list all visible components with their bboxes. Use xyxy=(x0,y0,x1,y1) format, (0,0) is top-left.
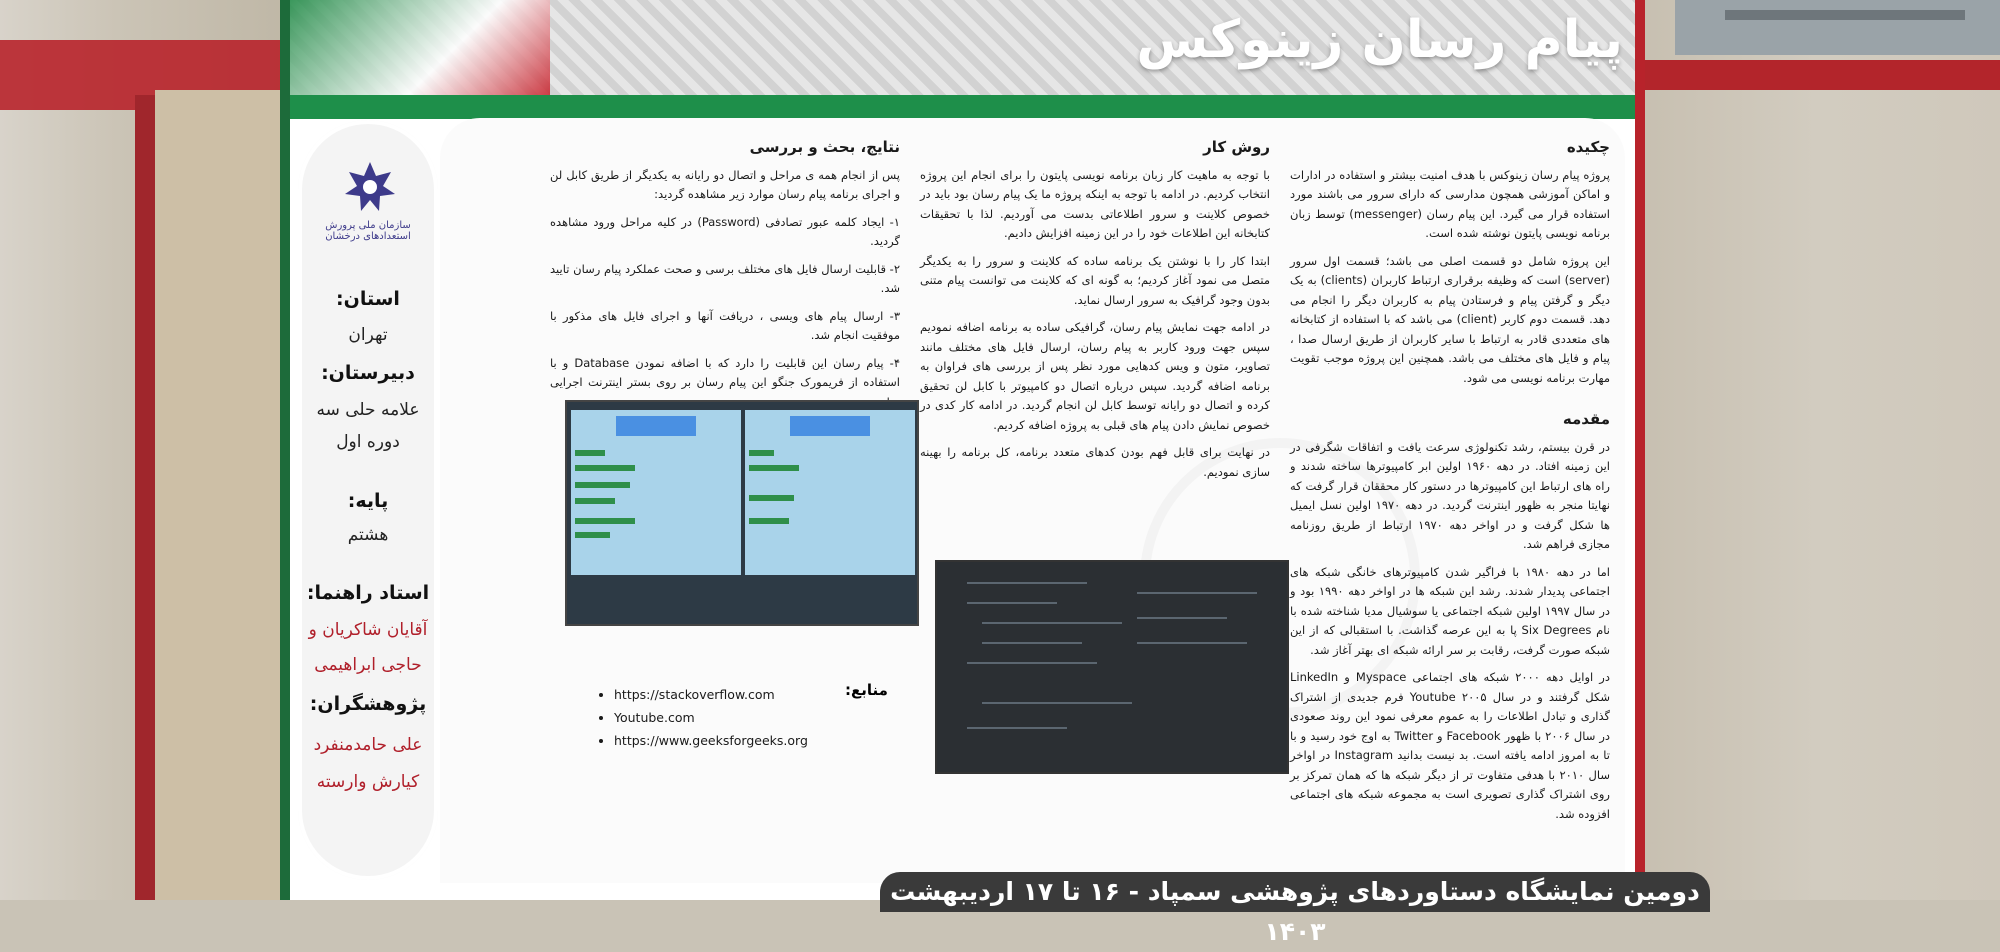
reference-item: • Youtube.com xyxy=(614,706,980,729)
method-column xyxy=(920,138,1270,490)
intro-paragraph-3: در اوایل دهه ۲۰۰۰ شبکه های اجتماعی Myspace و LinkedIn شکل گرفتند و در سال ۲۰۰۵ Youtube فرم جدیدی از اشتراک گذاری و تبادل اطلاعات را به عموم معرفی نمود این روند صعودی در سال ۲۰۰۶ با ظهور Facebook و Twitter به اوج خود رسید و با تا به امروز ادامه یافته است. بد نیست بدانید Instagram در اواخر سال ۲۰۱۰ با هدفی متفاوت تر از دیگر شبکه ها که همان تمرکز بر روی اشتراک گذاری تصویری است به مجموعه شبکه های اجتماعی افزوده شد. xyxy=(1290,670,1611,821)
results-item: ۱- ایجاد کلمه عبور تصادفی (Password) در کلیه مراحل ورود مشاهده گردید. xyxy=(550,214,900,248)
message-bar xyxy=(749,495,794,501)
code-line xyxy=(967,582,1087,584)
message-bar xyxy=(575,465,635,471)
intro-paragraph-2: اما در دهه ۱۹۸۰ با فراگیر شدن کامپیوترهای خانگی شبکه های اجتماعی پدیدار شدند. رشد این شبکه ها در اواخر دهه ۱۹۹۰ بود و در سال ۱۹۹۷ اولین شبکه اجتماعی یا سوشیال مدیا شناخته شده با نام Six Degrees پا به این عرصه گذاشت. با استقبالی که از این شبکه صورت گرفت، رقابت بر سر ارائه شبکه ای بهتر آغاز شد. xyxy=(1290,564,1611,657)
method-paragraph-2: ابتدا کار را با نوشتن یک برنامه ساده که کلاینت و سرور را به یکدیگر متصل می نمود آغاز کردیم؛ به گونه ای که کلاینت می توانست پیام متنی بدون وجود گرافیک به سرور ارسال نماید. xyxy=(920,253,1270,307)
results-item: ۳- ارسال پیام های ویسی ، دریافت آنها و اجرای فایل های مذکور با موفقیت انجام شد. xyxy=(550,308,900,342)
wall-left xyxy=(0,0,290,900)
source-code-screenshot xyxy=(935,560,1289,774)
method-paragraph-4: در نهایت برای قابل فهم بودن کدهای متعدد برنامه، کل برنامه را بهینه سازی نمودیم. xyxy=(920,445,1270,479)
results-paragraph-1: پس از انجام همه ی مراحل و اتصال دو رایانه به یکدیگر از طریق کابل لن و اجرای برنامه پیام رسان موارد زیر مشاهده گردید: xyxy=(550,167,900,201)
metal-frame xyxy=(1675,0,2000,55)
exhibition-footer-banner: دومین نمایشگاه دستاوردهای پژوهشی سمپاد - ۱۶ تا ۱۷ اردیبهشت ۱۴۰۳ xyxy=(880,872,1710,912)
message-bar xyxy=(575,482,630,488)
advisor-label: استاد راهنما: xyxy=(306,582,430,604)
code-line xyxy=(982,622,1122,624)
reference-item: • https://www.geeksforgeeks.org xyxy=(614,729,980,752)
results-list xyxy=(550,213,900,413)
code-line xyxy=(967,727,1067,729)
reference-item: • https://stackoverflow.com xyxy=(614,683,980,706)
poster-header xyxy=(290,0,1635,95)
advisor-value-1: آقایان شاکریان و xyxy=(308,620,428,640)
method-paragraph-1: با توجه به ماهیت کار زبان برنامه نویسی پایتون را برای انجام این پروژه انتخاب کردیم. در ادامه با توجه به اینکه پروژه ما یک پیام رسان بود باید در خصوص کلاینت و سرور اطلاعاتی بدست می آوردیم. لذا با تحقیقات کتابخانه این اطلاعات خود را در این زمینه افزایش دادیم. xyxy=(920,167,1270,240)
method-heading: روش کار xyxy=(1203,138,1270,156)
code-line xyxy=(1137,617,1227,619)
abstract-paragraph-2: این پروژه شامل دو قسمت اصلی می باشد؛ قسمت اول سرور (server) است که وظیفه برقراری ارتباط کاربران (clients) به یک دیگر و گرفتن پیام و فرستادن پیام به کاربران دیگر را انجام می دهد. قسمت دوم کاربر (client) می باشد که با استفاده از کتابخانه های متعددی قادر به ارتباط با سایر کاربران از طریق ارسال صدا ، پیام و فایل های مختلف می باشد. همچنین این پروژه موجب تقویت مهارت برنامه نویسی می شود. xyxy=(1290,253,1610,385)
green-header-band xyxy=(290,95,1635,119)
wall-right xyxy=(1635,0,2000,900)
flag-emblem-area xyxy=(290,0,550,95)
advisor-value-2: حاجی ابراهیمی xyxy=(314,655,422,675)
abstract-heading: چکیده xyxy=(1566,138,1610,156)
message-bar xyxy=(749,465,799,471)
results-heading: نتایج، بحث و بررسی xyxy=(749,138,900,156)
code-line xyxy=(982,642,1082,644)
intro-heading: مقدمه xyxy=(1562,410,1610,428)
poster-title: پیام رسان زینوکس xyxy=(1136,10,1623,70)
message-bar xyxy=(575,498,615,504)
app-button-graphic xyxy=(790,416,870,436)
client-window-left xyxy=(571,410,741,575)
province-value: تهران xyxy=(348,325,388,345)
province-label: استان: xyxy=(336,288,400,310)
school-value-2: دوره اول xyxy=(336,432,400,452)
school-value-1: علامه حلی سه xyxy=(316,400,420,420)
grade-value: هشتم xyxy=(347,525,389,545)
school-label: دبیرستان: xyxy=(321,362,415,384)
app-button-graphic xyxy=(616,416,696,436)
message-bar xyxy=(749,450,774,456)
code-line xyxy=(1137,592,1257,594)
results-item: ۲- قابلیت ارسال فایل های مختلف برسی و صحت عملکرد پیام رسان تایید شد. xyxy=(550,261,900,295)
red-banner-strip-right xyxy=(1635,60,2000,90)
researcher-1: علی حامدمنفرد xyxy=(313,735,423,755)
hanging-cloth xyxy=(155,90,290,900)
results-column xyxy=(550,138,900,420)
intro-paragraph-1: در قرن بیستم، رشد تکنولوژی سرعت یافت و اتفاقات شگرفی در این زمینه افتاد. در دهه ۱۹۶۰ اولین ابر کامپیوترها ساخته شدند و راه های ارتباط این کامپیوترها در دستور کار محققان قرار گرفت که نهایتا منجر به ظهور اینترنت گردید. در دهه ۱۹۷۰ اولین نسل ایمیل ها شکل گرفت و در اواخر دهه ۱۹۷۰ ارتباط از طریق روزنامه مجازی فراهم شد. xyxy=(1290,439,1611,551)
references-heading: منابع: xyxy=(845,681,888,699)
code-line xyxy=(982,702,1132,704)
sidebar xyxy=(298,120,438,880)
messenger-app-screenshot xyxy=(565,400,919,626)
abstract-paragraph-1: پروژه پیام رسان زینوکس با هدف امنیت بیشتر و استفاده در ادارات و اماکن آموزشی همچون مدارسی که دارای سرور می باشند مورد استفاده قرار می گیرد. این پیام رسان (messenger) توسط زبان برنامه نویسی پایتون نوشته شده است. xyxy=(1290,167,1610,240)
poster-content xyxy=(440,118,1625,883)
researcher-2: کیارش وارسته xyxy=(316,772,420,792)
grade-label: پایه: xyxy=(347,490,389,512)
code-line xyxy=(967,602,1057,604)
client-window-right xyxy=(745,410,915,575)
message-bar xyxy=(575,450,605,456)
references-list xyxy=(600,683,980,752)
poster xyxy=(280,0,1700,946)
code-line xyxy=(1137,642,1247,644)
metal-bar xyxy=(1725,10,1965,20)
message-bar xyxy=(575,532,610,538)
method-paragraph-3: در ادامه جهت نمایش پیام رسان، گرافیکی ساده به برنامه اضافه نمودیم سپس جهت ورود کاربر به پیام رسان، ارسال فایل های مختلف مانند تصاویر، متون و ویس کدهایی مورد نظر پس از بررسی های فراوان به برنامه اضافه گردید. سپس درباره اتصال دو کامپیوتر با کابل لن تحقیق کرده و اتصال دو رایانه توسط کابل لن انجام گردید. در ادامه کار کدی در خصوص نمایش دادن پیام های قبلی به پروژه اضافه کردیم. xyxy=(920,320,1270,432)
researchers-label: پژوهشگران: xyxy=(309,693,427,715)
message-bar xyxy=(575,518,635,524)
organization-logo-icon xyxy=(343,160,397,214)
message-bar xyxy=(749,518,789,524)
results-item: ۴- پیام رسان این قابلیت را دارد که با اضافه نمودن Database و با استفاده از فریمورک جنگو این پیام رسان بر روی بستر اینترنت اجرایی xyxy=(550,355,900,389)
code-line xyxy=(967,662,1097,664)
logo-subtitle: سازمان ملی پرورش استعدادهای درخشان xyxy=(325,220,411,242)
abstract-intro-column xyxy=(1290,138,1610,832)
